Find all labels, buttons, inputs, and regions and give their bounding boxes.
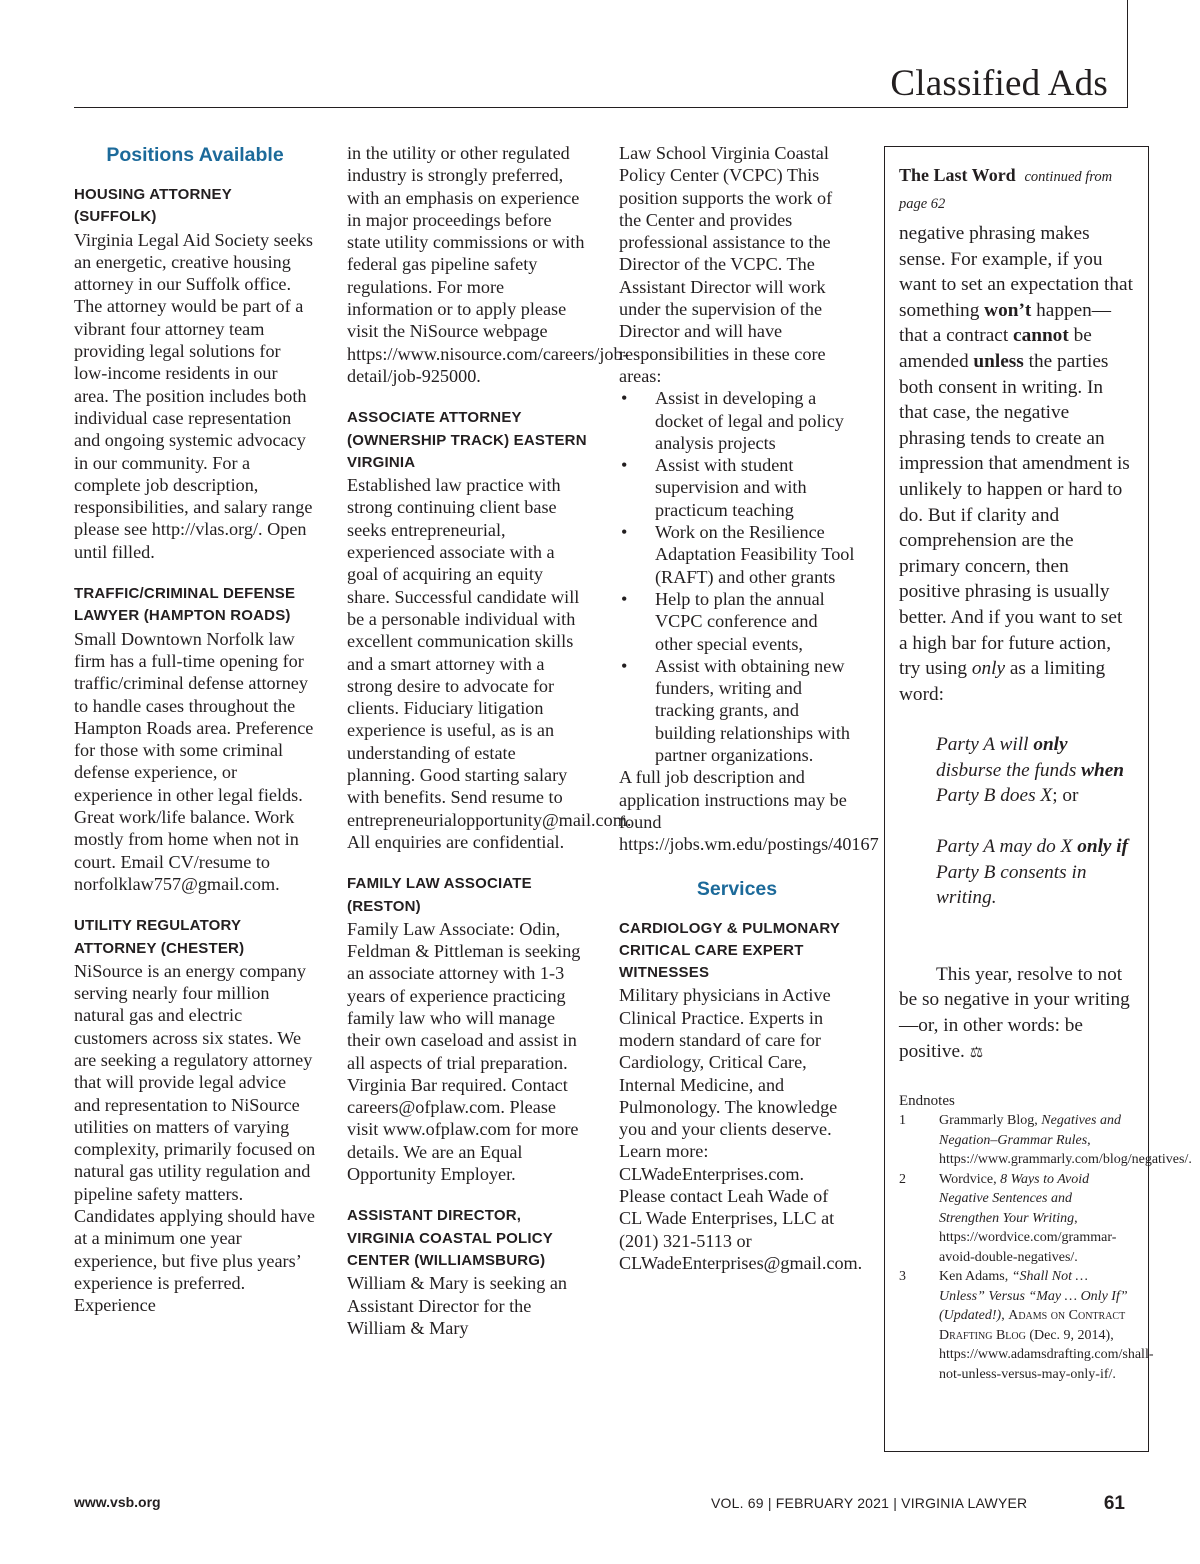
- endnote: 3 Ken Adams, “Shall Not … Unless” Versus “May … Only If” (Updated!), Adams on Contract Drafting Blog (Dec. 9, 2014), https://www.adamsdrafting.com/shall-not-unless-versus-may-only-if/.: [899, 1269, 1154, 1382]
- list-item: • Help to plan the annual VCPC conference and other special events,: [619, 588, 855, 655]
- ad-heading: ASSOCIATE ATTORNEY (OWNERSHIP TRACK) EASTERN VIRGINIA: [347, 409, 587, 471]
- ad-body: Established law practice with strong continuing client base seeks entrepreneurial, experienced associate with a goal of acquiring an equity share. Successful candidate will be a personable individual with excellent communication skills and a smart attorney with a strong desire to advocate for clients. Fiduciary litigation experience is useful, as is an understanding of estate planning. Good starting salary with benefits. Send resume to entrepreneurialopportunity@mail.com. All enquiries are confidential.: [347, 475, 632, 852]
- last-word-title: The Last Word: [899, 165, 1016, 185]
- scales-icon: ⚖: [969, 1042, 984, 1061]
- footer-website: www.vsb.org: [74, 1494, 161, 1510]
- bullet-list: [619, 387, 855, 766]
- column-3: [619, 142, 879, 1274]
- example-quote-1: Party A will only disburse the funds when Party B does X; or: [936, 734, 1125, 807]
- example-quote-2: Party A may do X only if Party B consents in writing.: [936, 836, 1129, 909]
- header-rule: [74, 107, 1128, 108]
- last-word-box: [884, 146, 1192, 1452]
- endnotes-title: Endnotes: [899, 1093, 955, 1110]
- ad-heading: CARDIOLOGY & PULMONARY CRITICAL CARE EXPERT WITNESSES: [619, 919, 840, 982]
- section-heading-positions: Positions Available: [106, 144, 284, 166]
- column-2: [347, 142, 632, 1339]
- header-vertical-rule: [1127, 0, 1128, 108]
- ad-body: Small Downtown Norfolk law firm has a full-time opening for traffic/criminal defense attorney to handle cases throughout the Hampton Roads area. Preference for those with some criminal defense experience, or experience in other legal fields. Great work/life balance. Work mostly from home when not in court. Email CV/resume to norfolklaw757@gmail.com.: [74, 628, 314, 894]
- last-word-paragraph: negative phrasing makes sense. For example, if you want to set an expectation that something won’t happen—that a contract cannot be amended unless the parties both consent in writing. In that case, the negative phrasing tends to create an impression that amendment is unlikely to happen or hard to do. But if clarity and comprehension are the primary concern, then positive phrasing is usually better. And if you want to set a high bar for future action, try using only as a limiting word:: [899, 223, 1133, 705]
- ad-heading: TRAFFIC/CRIMINAL DEFENSE LAWYER (HAMPTON ROADS): [74, 585, 296, 625]
- ad-body: Virginia Legal Aid Society seeks an energetic, creative housing attorney in our Suffolk office. The attorney would be part of a vibrant four attorney team providing legal solutions for low-income residents in our area. The position includes both individual case representation and ongoing systemic advocacy in our community. For a complete job description, responsibilities, and salary range please see http://vlas.org/. Open until filled.: [74, 229, 314, 562]
- ad-body-end: A full job description and application instructions may be found https://jobs.wm.edu/postings/40167: [619, 767, 879, 855]
- last-word-heading: [899, 163, 1134, 217]
- ad-heading: FAMILY LAW ASSOCIATE (RESTON): [347, 875, 532, 915]
- section-heading-services: Services: [696, 877, 778, 900]
- list-item: • Assist in developing a docket of legal and policy analysis projects: [619, 387, 855, 454]
- list-item: • Work on the Resilience Adaptation Feasibility Tool (RAFT) and other grants: [619, 521, 855, 588]
- endnote: 1 Grammarly Blog, Negatives and Negation–Grammar Rules, https://www.grammarly.com/blog/negatives/.: [899, 1113, 1192, 1168]
- list-item: • Assist with student supervision and with practicum teaching: [619, 454, 855, 521]
- endnotes-list: [899, 1111, 1192, 1384]
- ad-body: William & Mary is seeking an Assistant Director for the William & Mary: [347, 1273, 567, 1338]
- endnote: 2 Wordvice, 8 Ways to Avoid Negative Sentences and Strengthen Your Writing, https://wordvice.com/grammar-avoid-double-negatives/.: [899, 1171, 1117, 1265]
- ad-heading: ASSISTANT DIRECTOR, VIRGINIA COASTAL POLICY CENTER (WILLIAMSBURG): [347, 1207, 553, 1269]
- list-item: • Assist with obtaining new funders, writing and tracking grants, and building relationships with partner organizations.: [619, 655, 855, 766]
- page-number: 61: [1103, 1493, 1125, 1514]
- ad-body-continued: in the utility or other regulated industry is strongly preferred, with an emphasis on experience in major proceedings before state utility commissions or with federal gas pipeline safety regulations. For more information or to apply please visit the NiSource webpage https://www.nisource.com/careers/job-detail/job-925000.: [347, 143, 629, 386]
- continued-note: continued from page 62: [899, 169, 1113, 212]
- ad-heading: UTILITY REGULATORY ATTORNEY (CHESTER): [74, 917, 245, 957]
- column-1: [74, 142, 316, 1317]
- ad-body: Military physicians in Active Clinical Practice. Experts in modern standard of care for Cardiology, Critical Care, Internal Medicine, and Pulmonology. The knowledge you and your clients deserve. Learn more: CLWadeEnterprises.com. Please contact Leah Wade of CL Wade Enterprises, LLC at (201) 321-5113 or CLWadeEnterprises@gmail.com.: [619, 985, 863, 1273]
- ad-body-continued: Law School Virginia Coastal Policy Center (VCPC) This position supports the work of the Center and provides professional assistance to the Director of the VCPC. The Assistant Director will work under the supervision of the Director and will have responsibilities in these core areas:: [619, 143, 833, 386]
- footer-issue: VOL. 69 | FEBRUARY 2021 | VIRGINIA LAWYER: [711, 1495, 1028, 1511]
- ad-body: Family Law Associate: Odin, Feldman & Pittleman is seeking an associate attorney with 1-3 years of experience practicing family law who will manage their own caseload and assist in all aspects of trial preparation. Virginia Bar required. Contact careers@ofplaw.com. Please visit www.ofplaw.com for more details. We are an Equal Opportunity Employer.: [347, 918, 581, 1185]
- closing-paragraph: This year, resolve to not be so negative in your writing—or, in other words: be positive. ⚖: [899, 963, 1130, 1062]
- page-title: Classified Ads: [890, 63, 1108, 104]
- ad-body: NiSource is an energy company serving nearly four million natural gas and electric customers across six states. We are seeking a regulatory attorney that will provide legal advice and representation to NiSource utilities on matters of varying complexity, primarily focused on natural gas utility regulation and pipeline safety matters. Candidates applying should have at a minimum one year experience, but five plus years’ experience is preferred. Experience: [74, 960, 316, 1316]
- ad-heading: HOUSING ATTORNEY (SUFFOLK): [74, 186, 232, 226]
